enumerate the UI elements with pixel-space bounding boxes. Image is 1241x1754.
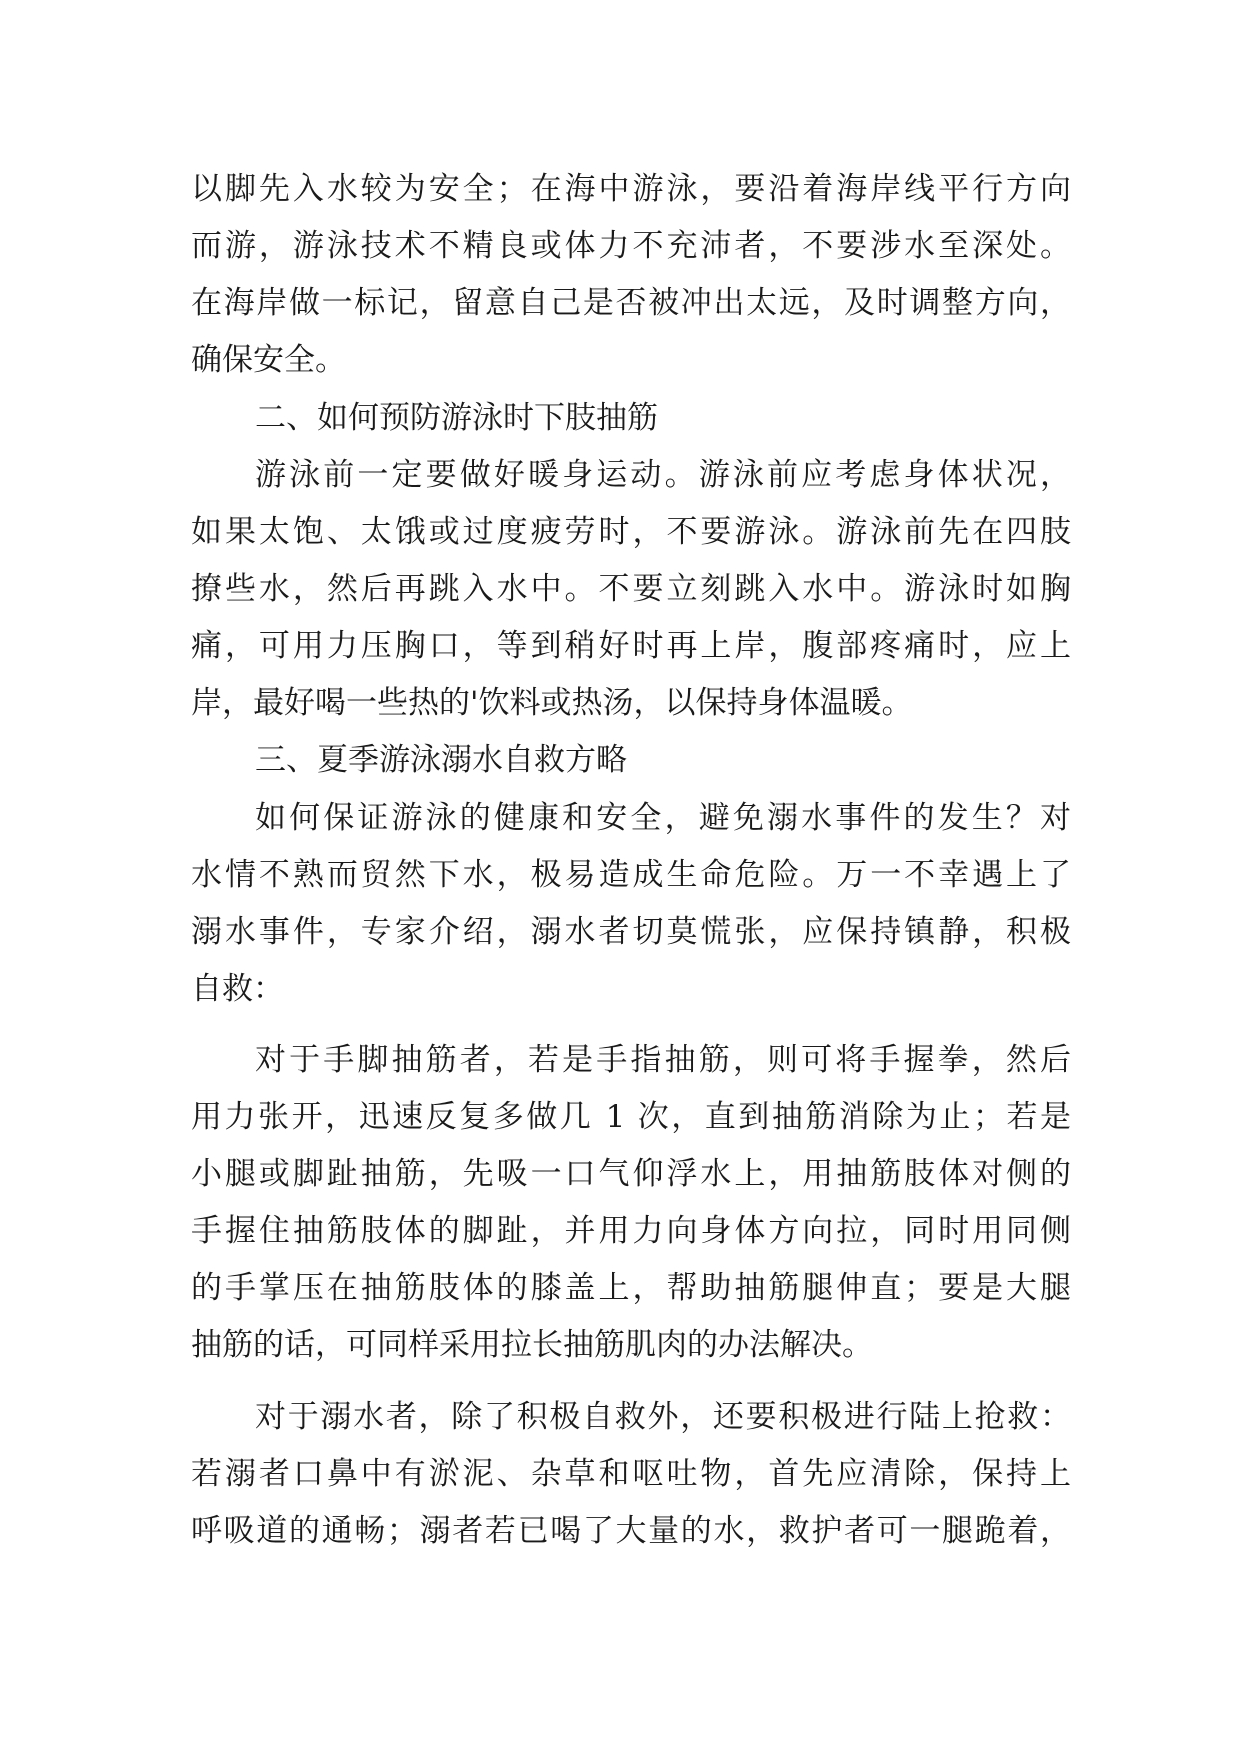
- text-line: 而游，游泳技术不精良或体力不充沛者，不要涉水至深处。: [191, 228, 1071, 264]
- text-line: 溺水事件，专家介绍，溺水者切莫慌张，应保持镇静，积极: [191, 914, 1071, 950]
- section-heading: 三、夏季游泳溺水自救方略: [255, 742, 627, 778]
- text-line: 确保安全。: [191, 342, 346, 378]
- text-line: 如何保证游泳的健康和安全，避免溺水事件的发生？对: [255, 800, 1071, 836]
- text-line: 对于手脚抽筋者，若是手指抽筋，则可将手握拳，然后: [255, 1042, 1071, 1078]
- text-line: 如果太饱、太饿或过度疲劳时，不要游泳。游泳前先在四肢: [191, 514, 1071, 550]
- text-line: 对于溺水者，除了积极自救外，还要积极进行陆上抢救：: [255, 1399, 1071, 1435]
- text-line: 在海岸做一标记，留意自己是否被冲出太远，及时调整方向，: [191, 285, 1071, 321]
- text-line: 撩些水，然后再跳入水中。不要立刻跳入水中。游泳时如胸: [191, 571, 1071, 607]
- text-line: 若溺者口鼻中有淤泥、杂草和呕吐物，首先应清除，保持上: [191, 1456, 1071, 1492]
- text-line: 用力张开，迅速反复多做几 1 次，直到抽筋消除为止；若是: [191, 1099, 1071, 1135]
- text-line: 自救：: [191, 971, 284, 1007]
- text-line: 痛，可用力压胸口，等到稍好时再上岸，腹部疼痛时，应上: [191, 628, 1071, 664]
- text-line: 岸，最好喝一些热的'饮料或热汤，以保持身体温暖。: [191, 685, 913, 721]
- text-line: 手握住抽筋肢体的脚趾，并用力向身体方向拉，同时用同侧: [191, 1213, 1071, 1249]
- text-line: 游泳前一定要做好暖身运动。游泳前应考虑身体状况，: [255, 457, 1071, 493]
- text-line: 小腿或脚趾抽筋，先吸一口气仰浮水上，用抽筋肢体对侧的: [191, 1156, 1071, 1192]
- text-line: 的手掌压在抽筋肢体的膝盖上，帮助抽筋腿伸直；要是大腿: [191, 1270, 1071, 1306]
- text-line: 水情不熟而贸然下水，极易造成生命危险。万一不幸遇上了: [191, 857, 1071, 893]
- section-heading: 二、如何预防游泳时下肢抽筋: [255, 400, 658, 436]
- text-line: 呼吸道的通畅；溺者若已喝了大量的水，救护者可一腿跪着，: [191, 1513, 1071, 1549]
- text-line: 以脚先入水较为安全；在海中游泳，要沿着海岸线平行方向: [191, 171, 1071, 207]
- text-line: 抽筋的话，可同样采用拉长抽筋肌肉的办法解决。: [191, 1327, 873, 1363]
